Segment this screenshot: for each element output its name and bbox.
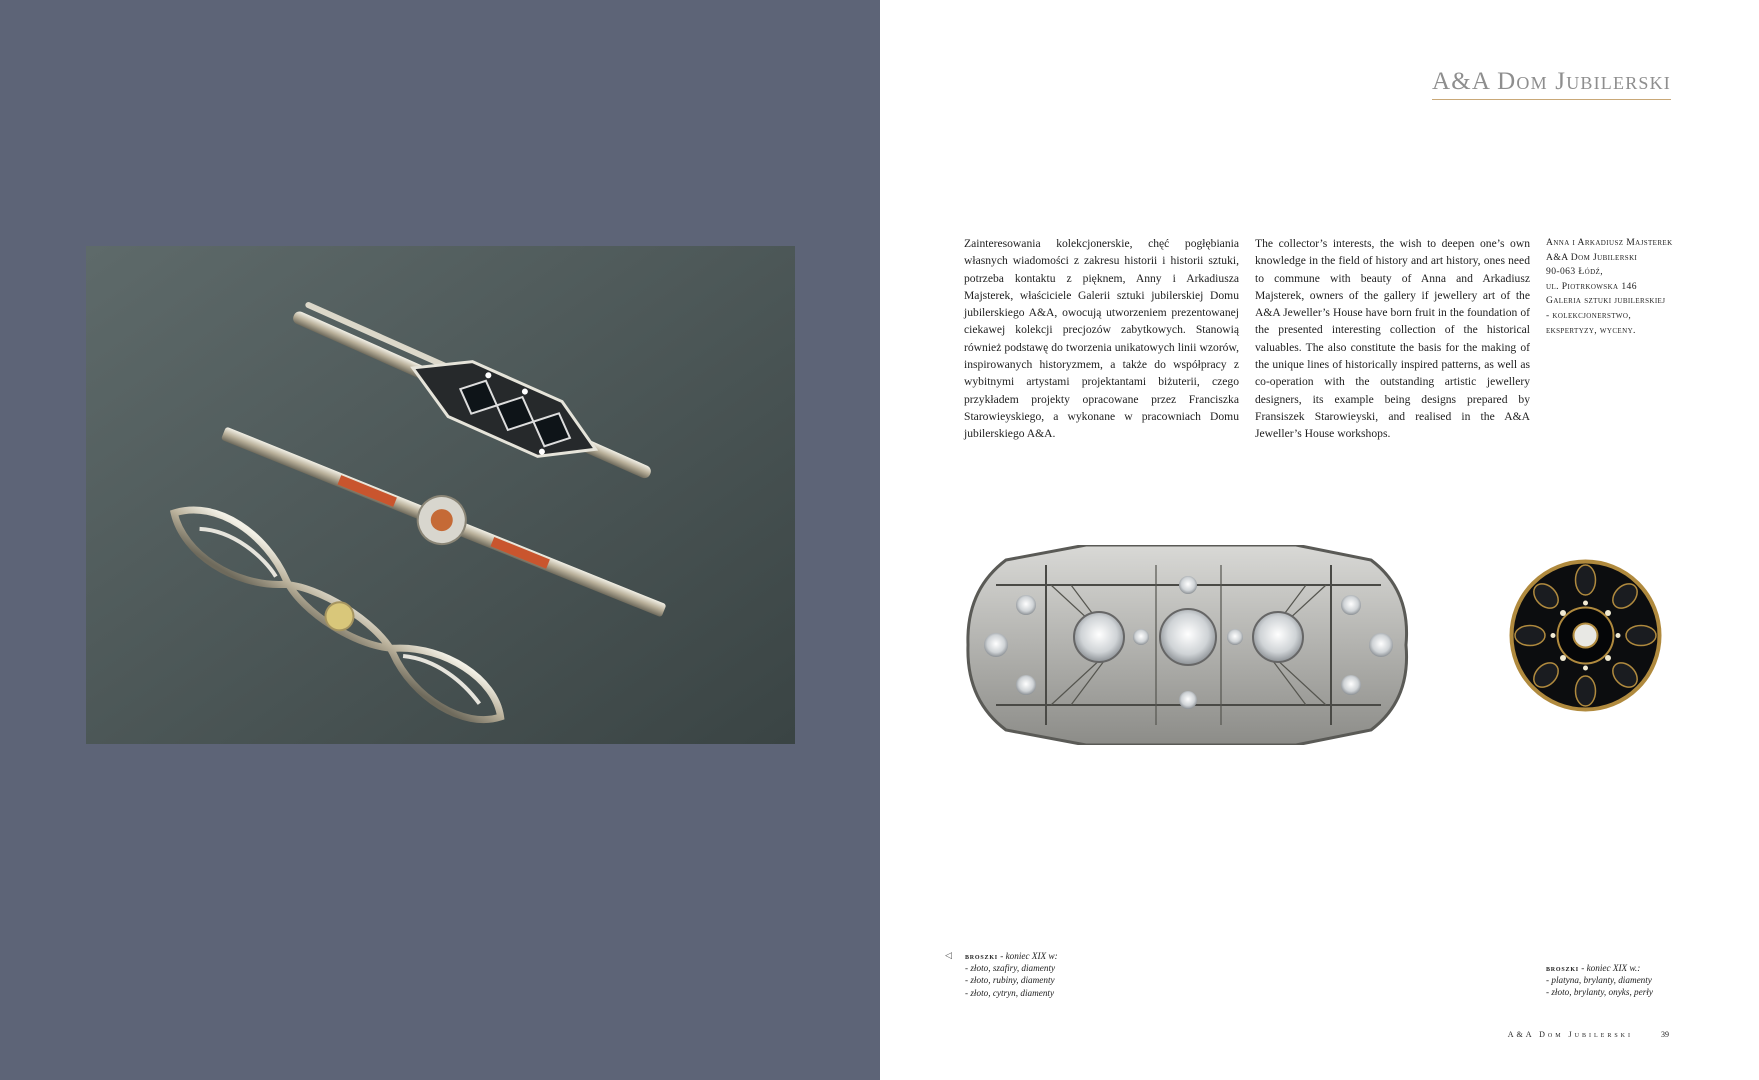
caption-right [1546, 962, 1653, 999]
caption-left [965, 950, 1058, 999]
brooches-photo [86, 246, 795, 744]
address-line: ul. Piotrkowska 146 [1546, 280, 1637, 292]
page-footer [1508, 1030, 1669, 1039]
address-line: Galeria sztuki jubilerskiej [1546, 295, 1666, 307]
address-line: - kolekcjonerstwo, [1546, 309, 1632, 321]
page-title: A&A Dom Jubilerski [1432, 68, 1671, 100]
caption-item: - złoto, brylanty, onyks, perły [1546, 987, 1653, 998]
right-page [880, 0, 1759, 1080]
address-line: 90-063 Łódź, [1546, 266, 1604, 278]
address-line: A&A Dom Jubilerski [1546, 251, 1638, 263]
caption-period: - koniec XIX w: [1000, 951, 1058, 961]
caption-period: - koniec XIX w.: [1581, 963, 1641, 973]
caption-item: - złoto, cytryn, diamenty [965, 987, 1055, 998]
footer-running-title: A&A Dom Jubilerski [1507, 1030, 1633, 1039]
caption-lead: broszki [1546, 963, 1579, 973]
address-block [1546, 236, 1696, 338]
caption-item: - złoto, szafiry, diamenty [965, 963, 1056, 974]
brooches-illustration [86, 246, 795, 744]
caption-lead: broszki [965, 951, 998, 961]
platinum-brooch-photo [966, 545, 1411, 745]
caption-item: - złoto, rubiny, diamenty [965, 975, 1055, 986]
platinum-brooch-illustration [966, 545, 1411, 745]
address-line: Anna i Arkadiusz Majsterek [1546, 237, 1673, 248]
address-line: ekspertyzy, wyceny. [1546, 324, 1636, 336]
page-number: 39 [1661, 1030, 1669, 1039]
caption-item: - platyna, brylanty, diamenty [1546, 975, 1652, 986]
onyx-brooch-photo [1508, 558, 1663, 713]
onyx-brooch-illustration [1508, 558, 1663, 713]
caption-arrow-icon: ◁ [945, 950, 952, 960]
body-text-polish: Zainteresowania kolekcjonerskie, chęć pogłębiania własnych wiadomości z zakresu historii i historii sztuki, potrzeba kontaktu z pięknem, Anny i Arkadiusza Majsterek, właściciele Galerii sztuki jubilerskiej Domu jubilerskiego A&A, owocują utworzeniem prezentowanej ciekawej kolekcji precjozów zabytkowych. Stanowią również podstawę do tworzenia unikatowych linii wzorów, inspirowanych historyzmem, a także do współpracy z wybitnymi artystami projektantami biżuterii, czego przykładem projekty opracowane przez Franciszka Starowieyskiego, a wykonane w pracowniach Domu jubilerskiego A&A. [964, 237, 1239, 441]
body-text-english: The collector’s interests, the wish to deepen one’s own knowledge in the field of history and art history, ones need to commune with beauty of Anna and Arkadiusz Majsterek, owners of the gallery if jewellery art of the A&A Jeweller’s House have born fruit in the foundation of the presented interesting collection of the historical valuables. The also constitute the basis for the making of the unique lines of historically inspired patterns, as well as co-operation with the outstanding artistic jewellery designers, its example being designs prepared by Fransiszek Starowieyski, and realised in the A&A Jeweller’s House workshops. [1255, 237, 1530, 441]
